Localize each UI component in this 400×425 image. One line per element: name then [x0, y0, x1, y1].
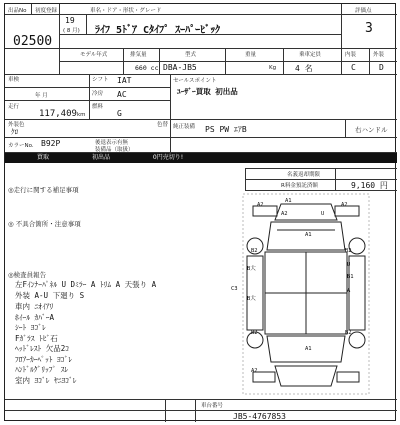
mileage-unit: km: [77, 112, 86, 118]
black-bar: [5, 153, 397, 163]
bar-item-buyout: 買取: [36, 154, 49, 161]
recycle-fee-value: 9,160 円: [351, 181, 388, 190]
displacement-label: 排気量: [130, 52, 147, 58]
chassis-label: 車台番号: [201, 403, 224, 409]
inspection-unit: 年 月: [35, 93, 48, 99]
mileage-label: 走行: [8, 104, 20, 110]
color-value: ｸﾛ: [11, 128, 18, 136]
month-value: ( 8 月): [63, 28, 80, 34]
capacity-label: 乗車定員: [299, 52, 322, 58]
interior-grade: C: [351, 63, 356, 72]
mileage-notes-heading: ◎走行に関する補足事項: [8, 186, 79, 194]
inspector-line-2: 外装 A-U 下廻り S: [15, 291, 85, 300]
exterior-grade: D: [379, 63, 384, 72]
damage-rear-left: A2: [251, 368, 258, 374]
damage-right-door-mid: B1: [347, 274, 354, 280]
lot-label: 出品No: [8, 8, 27, 14]
lot-number: 02500: [13, 34, 53, 49]
damage-left-quarter: B2: [251, 330, 258, 336]
inspector-line-4: ﾎｲｰﾙ ｶﾊﾞｰA: [15, 313, 55, 322]
handle-position: 右ハンドル: [355, 126, 388, 134]
type-value: DBA-JB5: [163, 63, 197, 72]
defects-heading: ◎ 不具合箇所・注意事項: [8, 220, 81, 228]
inspector-line-3: 車内 ﾆｵｲｱﾘ: [15, 302, 54, 311]
equipment-value: PS PW ｴｱB: [205, 125, 247, 134]
shift-label: シフト: [92, 77, 109, 83]
displacement-value: 660 cc: [135, 64, 159, 72]
inspector-line-5: ｼｰﾄ ﾖｺﾞﾚ: [15, 323, 46, 332]
ac-value: AC: [117, 90, 127, 99]
damage-left-door-front: B大: [247, 266, 256, 272]
damage-right-quarter: B2: [345, 330, 352, 336]
exterior-label: 外装: [373, 52, 385, 58]
bar-item-first: 初出品: [91, 154, 110, 161]
ac-label: 冷房: [92, 91, 104, 97]
grade-label: 評価点: [355, 8, 372, 14]
name-label: 車名・ドア・形状・グレード: [90, 8, 162, 14]
type-label: 型式: [185, 52, 197, 58]
weight-label: 重量: [245, 52, 257, 58]
model-year-label: モデル年式: [80, 52, 108, 58]
fuel-value: G: [117, 109, 122, 118]
inspector-heading: ◎検査員報告: [8, 271, 47, 279]
damage-left-fender: B2: [251, 248, 258, 254]
shift-value: IAT: [117, 76, 132, 85]
grade-value: 3: [365, 21, 373, 36]
damage-front-right: A2: [341, 202, 348, 208]
auction-sheet: [4, 3, 396, 421]
inspector-line-10: 室内 ﾖｺﾞﾚ ﾔﾆﾖｺﾞﾚ: [15, 376, 77, 385]
recycle-fee-label: R料金預託済額: [281, 183, 318, 189]
inspector-line-6: Fｶﾞﾗｽ ﾄﾋﾞ石: [15, 334, 58, 343]
equipment-label: 純正装備: [173, 124, 196, 130]
damage-front: A1: [285, 198, 292, 204]
damage-left-door-rear: B大: [247, 296, 256, 302]
damage-right-fender: B2: [345, 248, 352, 254]
reverse-label: 後退表示有無: [95, 140, 129, 146]
interior-label: 内装: [345, 52, 357, 58]
inspector-line-7: ﾍｯﾄﾞﾚｽﾄ 欠品2ｺ: [15, 344, 70, 353]
damage-left-sill: C3: [231, 286, 238, 292]
equipment-handling-label: 装備品（取扱）: [95, 147, 134, 153]
mileage-value: 117,409: [39, 109, 77, 119]
chassis-number: JB5-4767853: [233, 412, 286, 421]
recolor-label: 色替: [157, 122, 169, 128]
inspector-line-8: ﾌﾛｱｰｶｰﾍﾟｯﾄ ﾖｺﾞﾚ: [15, 355, 73, 364]
bar-item-zero-yen: 0円売切り!: [152, 154, 184, 161]
damage-right-door-rear: A: [347, 288, 351, 294]
weight-unit: Kg: [269, 65, 277, 71]
capacity-value: 4 名: [295, 64, 313, 73]
inspector-line-1: 左Fｲﾝﾅｰﾊﾟﾈﾙ U Dﾐﾗｰ A ﾄﾘﾑ A 天張り A: [15, 280, 157, 289]
fuel-label: 燃料: [92, 104, 104, 110]
damage-hood-left: A2: [281, 211, 288, 217]
return-deadline-label: 名義返却期限: [287, 172, 321, 178]
car-name: ﾗｲﾌ 5ﾄﾞｱ Cﾀｲﾌﾟ ｽｰﾊﾟｰﾋﾞｯｸ: [95, 25, 221, 36]
color-no-value: B92P: [41, 139, 61, 148]
damage-windshield: A1: [305, 232, 312, 238]
color-no-label: カラーNo.: [8, 143, 34, 149]
damage-right-door-front: U: [347, 262, 351, 268]
inspector-line-9: ﾊﾝﾄﾞﾙｸﾞﾘｯﾌﾟ ｽﾚ: [15, 365, 69, 374]
inspection-label: 車検: [8, 77, 20, 83]
sales-point: ﾕｰｻﾞｰ買取 初出品: [177, 87, 238, 96]
damage-hood-right: U: [321, 211, 325, 217]
damage-rear-glass: A1: [305, 346, 312, 352]
damage-front-left: A2: [257, 202, 264, 208]
color-label: 外装色: [8, 122, 25, 128]
year-value: 19: [65, 16, 75, 25]
car-diagram: [241, 190, 371, 400]
sales-point-label: セールスポイント: [173, 78, 217, 84]
year-label: 初度登録: [35, 8, 58, 14]
